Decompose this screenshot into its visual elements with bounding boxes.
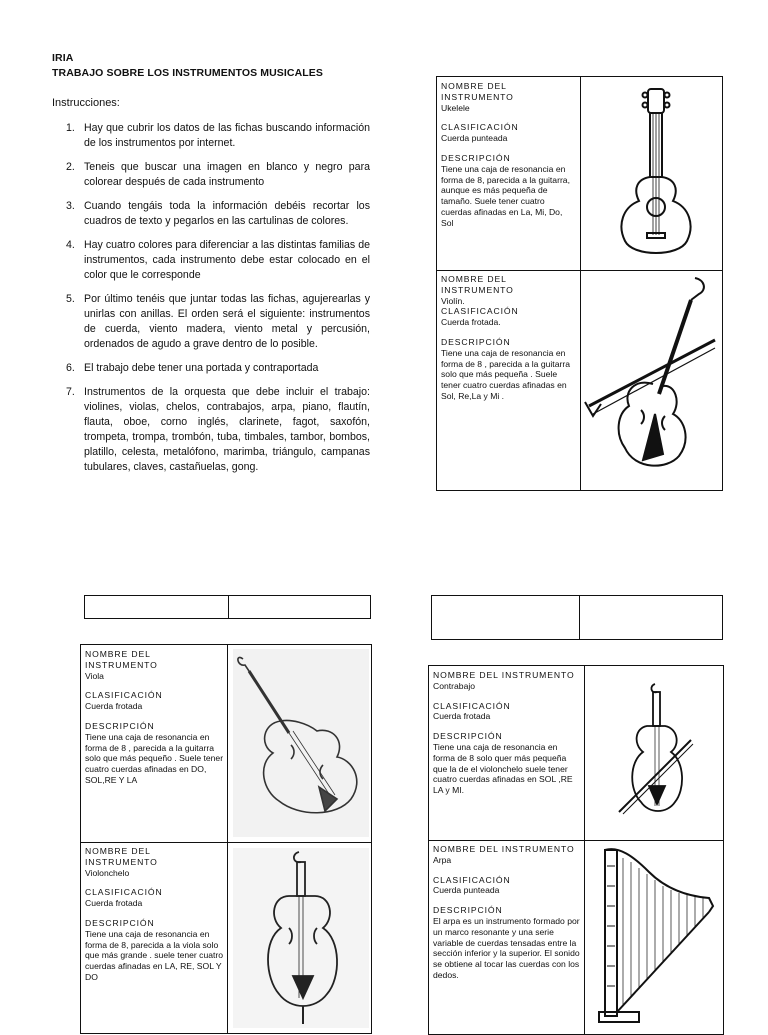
instruction-item (52, 121, 370, 151)
instrument-description: Tiene una caja de resonancia en forma de 8 , parecida a la guitarra solo que más pequeño . Suele tener cuatro cuerdas afinadas en DO, SOL,RE Y LA (85, 731, 224, 785)
instrument-name: Violín. (441, 295, 465, 306)
page-title: TRABAJO SOBRE LOS INSTRUMENTOS MUSICALES (52, 67, 323, 79)
description-label: DESCRIPCIÓN (85, 917, 155, 928)
row-contrabajo (429, 666, 723, 841)
contrabajo-text (433, 670, 581, 796)
student-name: IRIA (52, 52, 74, 64)
instrument-name: Ukelele (441, 102, 470, 113)
contrabajo-illustration (605, 682, 705, 822)
instrument-classification: Cuerda frotada. (441, 317, 501, 328)
row-viola (81, 645, 371, 843)
description-label: DESCRIPCIÓN (433, 905, 503, 916)
empty-header-box-right (431, 595, 723, 640)
ukelele-text (441, 81, 577, 229)
instruction-item (52, 385, 370, 475)
violin-illustration (583, 274, 721, 488)
row-ukelele (437, 77, 722, 271)
instruction-number: 6. (66, 362, 75, 374)
instrument-classification: Cuerda frotada (433, 711, 491, 722)
instrument-description: Tiene una caja de resonancia en forma de 8, parecida a la viola solo que más grande . suele tener cuatro cuerdas afinadas en LA, RE, SOL Y DO (85, 928, 224, 982)
card-ukelele-violin (436, 76, 723, 491)
name-label: NOMBRE DEL INSTRUMENTO (433, 670, 575, 680)
instrument-name: Contrabajo (433, 680, 476, 691)
instruction-number: 3. (66, 200, 75, 212)
instrument-description: Tiene una caja de resonancia en forma de 8 solo quer más pequeña que la de el violonchelo suele tener cuatro cuerdas afinadas en SOL ,RE LA y MI. (433, 741, 573, 796)
instrument-description: Tiene una caja de resonancia en forma de 8 , parecida a la guitarra solo que más pequeña . Suele tener cuatro cuerdas afinadas en Sol, Re,La y Mi . (441, 347, 570, 401)
viola-text (85, 649, 225, 786)
row-arpa (429, 840, 723, 1035)
arpa-text (433, 844, 581, 981)
instrument-name: Arpa (433, 854, 452, 865)
instruction-number: 4. (66, 239, 75, 251)
instruction-number: 1. (66, 122, 75, 134)
classification-label: CLASIFICACIÓN (85, 887, 163, 898)
instruction-text: Instrumentos de la orquesta que debe incluir el trabajo: violines, violas, chelos, contrabajos, arpa, piano, flautín, flauta, oboe, corno inglés, clarinete, fagot, saxofón, trompeta, trompa, trombón, tuba, timbales, tambor, bombos, platillo, celesta, metalófono, marimba, triángulo, campanas tubulares, claves, castañuelas, gong. (84, 386, 370, 473)
description-label: DESCRIPCIÓN (441, 152, 511, 163)
arpa-illustration (589, 846, 721, 1028)
description-label: DESCRIPCIÓN (441, 336, 511, 347)
violonchelo-illustration (233, 848, 369, 1028)
description-label: DESCRIPCIÓN (85, 720, 155, 731)
instrument-classification: Cuerda punteada (441, 133, 508, 144)
instrument-classification: Cuerda frotada (85, 898, 143, 909)
instruction-item (52, 292, 370, 352)
name-label: NOMBRE DEL INSTRUMENTO (85, 649, 158, 670)
classification-label: CLASIFICACIÓN (433, 874, 511, 885)
description-label: DESCRIPCIÓN (433, 731, 503, 742)
name-label: NOMBRE DEL INSTRUMENTO (433, 844, 575, 854)
instruction-number: 5. (66, 293, 75, 305)
classification-label: CLASIFICACIÓN (433, 700, 511, 711)
instruction-item (52, 199, 370, 229)
instrument-classification: Cuerda punteada (433, 885, 500, 896)
instruction-number: 2. (66, 161, 75, 173)
violonchelo-text (85, 846, 225, 983)
viola-illustration (233, 649, 369, 837)
instruction-text: Teneis que buscar una imagen en blanco y negro para colorear después de cada instrumento (84, 161, 370, 188)
instructions-label: Instrucciones: (52, 97, 120, 109)
instruction-item (52, 160, 370, 190)
row-violonchelo (81, 842, 371, 1034)
violin-text (441, 274, 577, 402)
instruction-text: Cuando tengáis toda la información debéis recortar los cuadros de texto y pegarlos en las cartulinas de colores. (84, 200, 370, 227)
instruction-text: Por último tenéis que juntar todas las fichas, agujerearlas y unirlas con anillas. El orden será el siguiente: instrumentos de cuerda, viento madera, viento metal y percusión, ordenados de agudo a grave dentro de lo posible. (84, 293, 370, 350)
instructions-list (52, 121, 370, 484)
instruction-item (52, 238, 370, 283)
instrument-description: El arpa es un instrumento formado por un marco resonante y una serie variable de cuerdas tensadas entre la sección inferior y la superior. El sonido se obtiene al tocar las cuerdas con los dedos. (433, 915, 580, 980)
empty-header-box-left (84, 595, 371, 619)
ukelele-illustration (607, 85, 707, 263)
instrument-name: Violonchelo (85, 867, 130, 878)
row-violin (437, 270, 722, 490)
instruction-text: Hay que cubrir los datos de las fichas buscando información de los instrumentos por internet. (84, 122, 370, 149)
instrument-name: Viola (85, 670, 104, 681)
instruction-number: 7. (66, 386, 75, 398)
card-contrabajo-arpa (428, 665, 724, 1035)
name-label: NOMBRE DEL INSTRUMENTO (85, 846, 158, 867)
card-viola-violonchelo (80, 644, 372, 1034)
name-label: NOMBRE DEL INSTRUMENTO (441, 274, 514, 295)
name-label: NOMBRE DEL INSTRUMENTO (441, 81, 514, 102)
classification-label: CLASIFICACIÓN (441, 306, 519, 317)
instrument-classification: Cuerda frotada (85, 701, 143, 712)
instruction-text: Hay cuatro colores para diferenciar a las distintas familias de instrumentos, cada instrumento debe estar colocado en el color que le corresponde (84, 239, 370, 281)
instruction-item (52, 361, 370, 376)
classification-label: CLASIFICACIÓN (441, 122, 519, 133)
classification-label: CLASIFICACIÓN (85, 690, 163, 701)
instrument-description: Tiene una caja de resonancia en forma de 8, parecida a la guitarra, aunque es más pequeña de tamaño. Suele tener cuatro cuerdas afinadas en La, Mi, Do, Sol (441, 163, 570, 228)
instruction-text: El trabajo debe tener una portada y contraportada (84, 362, 319, 374)
